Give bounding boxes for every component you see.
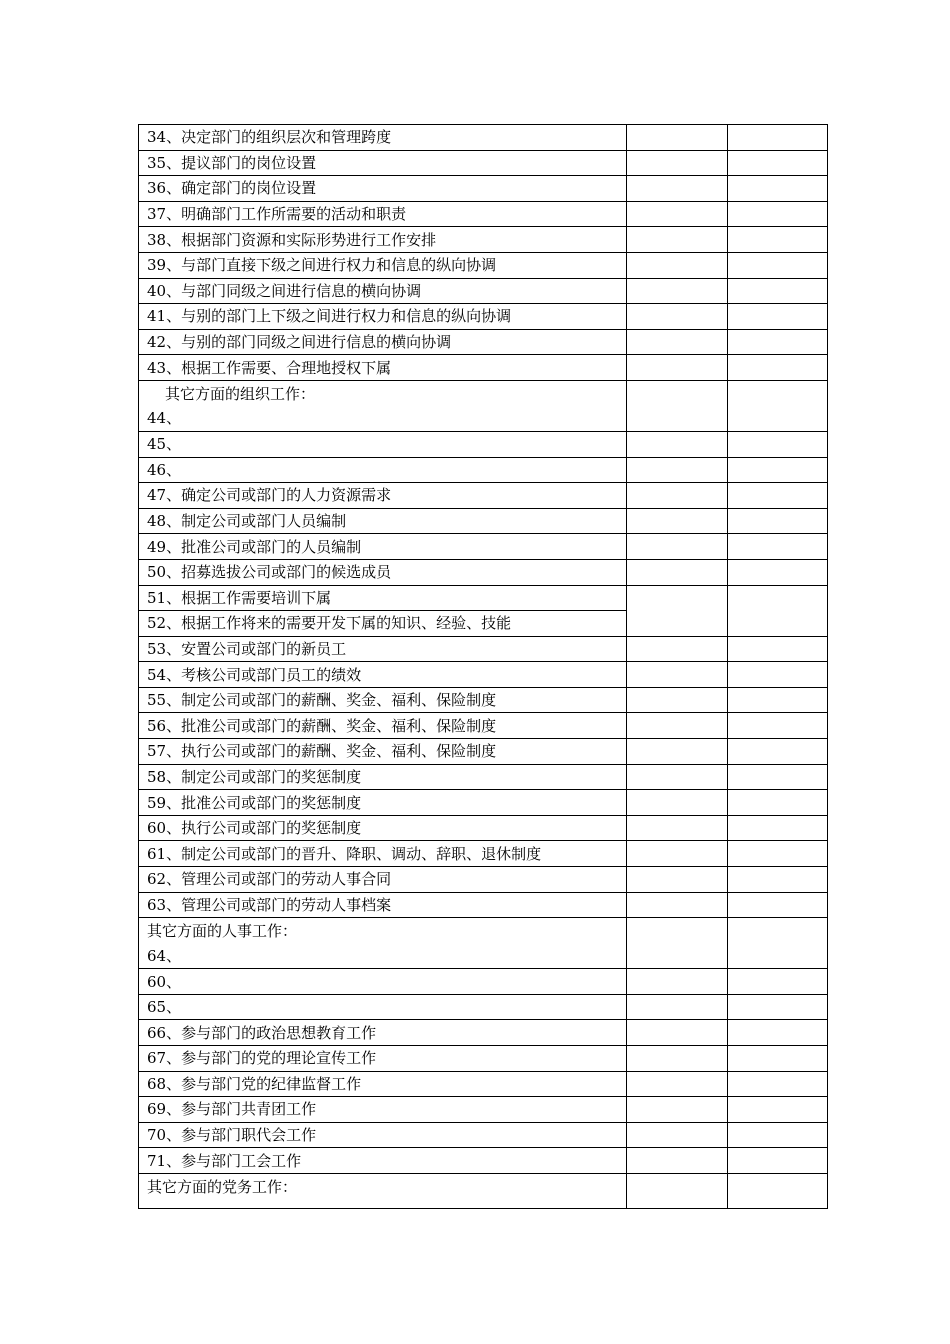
check-cell-b bbox=[728, 355, 828, 381]
table-row bbox=[139, 636, 828, 662]
check-cell-b bbox=[728, 1173, 828, 1208]
check-cell-a bbox=[627, 764, 728, 790]
task-item: 62、管理公司或部门的劳动人事合同 bbox=[139, 867, 627, 893]
check-cell-b bbox=[728, 1148, 828, 1174]
check-cell-b bbox=[728, 201, 828, 227]
check-cell-a bbox=[627, 329, 728, 355]
task-item: 60、执行公司或部门的奖惩制度 bbox=[139, 815, 627, 841]
other-tasks-heading: 其它方面的党务工作： bbox=[147, 1177, 298, 1196]
task-item: 45、 bbox=[139, 431, 627, 457]
task-item: 35、提议部门的岗位设置 bbox=[139, 150, 627, 176]
check-cell-b bbox=[728, 841, 828, 867]
check-cell-b bbox=[728, 176, 828, 202]
check-cell-b bbox=[728, 1020, 828, 1046]
task-item: 59、批准公司或部门的奖惩制度 bbox=[139, 790, 627, 816]
check-cell-b bbox=[728, 636, 828, 662]
table-row bbox=[139, 687, 828, 713]
check-cell-a bbox=[627, 585, 728, 636]
table-row bbox=[139, 867, 828, 893]
table-row bbox=[139, 304, 828, 330]
check-cell-b bbox=[728, 764, 828, 790]
table-row bbox=[139, 662, 828, 688]
table-row bbox=[139, 483, 828, 509]
task-item: 40、与部门同级之间进行信息的横向协调 bbox=[139, 278, 627, 304]
task-item: 56、批准公司或部门的薪酬、奖金、福利、保险制度 bbox=[139, 713, 627, 739]
task-item: 49、批准公司或部门的人员编制 bbox=[139, 534, 627, 560]
task-item: 58、制定公司或部门的奖惩制度 bbox=[139, 764, 627, 790]
table-row bbox=[139, 815, 828, 841]
table-row bbox=[139, 739, 828, 765]
check-cell-b bbox=[728, 483, 828, 509]
other-tasks-cell bbox=[139, 918, 627, 969]
task-item: 39、与部门直接下级之间进行权力和信息的纵向协调 bbox=[139, 252, 627, 278]
task-item: 50、招募选拔公司或部门的候选成员 bbox=[139, 559, 627, 585]
task-item: 68、参与部门党的纪律监督工作 bbox=[139, 1071, 627, 1097]
task-item: 54、考核公司或部门员工的绩效 bbox=[139, 662, 627, 688]
check-cell-a bbox=[627, 431, 728, 457]
task-item: 44、 bbox=[147, 409, 182, 428]
task-item: 48、制定公司或部门人员编制 bbox=[139, 508, 627, 534]
table-row bbox=[139, 969, 828, 995]
duty-checklist-table bbox=[138, 124, 828, 1209]
check-cell-b bbox=[728, 585, 828, 636]
table-row bbox=[139, 559, 828, 585]
check-cell-b bbox=[728, 150, 828, 176]
task-item: 57、执行公司或部门的薪酬、奖金、福利、保险制度 bbox=[139, 739, 627, 765]
check-cell-a bbox=[627, 125, 728, 151]
check-cell-a bbox=[627, 304, 728, 330]
check-cell-b bbox=[728, 739, 828, 765]
check-cell-b bbox=[728, 125, 828, 151]
check-cell-a bbox=[627, 739, 728, 765]
check-cell-b bbox=[728, 1071, 828, 1097]
check-cell-a bbox=[627, 252, 728, 278]
table-row bbox=[139, 918, 828, 969]
check-cell-b bbox=[728, 1046, 828, 1072]
table-row bbox=[139, 355, 828, 381]
check-cell-b bbox=[728, 457, 828, 483]
check-cell-a bbox=[627, 867, 728, 893]
task-item: 36、确定部门的岗位设置 bbox=[139, 176, 627, 202]
task-item: 34、决定部门的组织层次和管理跨度 bbox=[139, 125, 627, 151]
check-cell-a bbox=[627, 790, 728, 816]
check-cell-a bbox=[627, 559, 728, 585]
table-row bbox=[139, 380, 828, 431]
table-body bbox=[139, 125, 828, 1209]
check-cell-b bbox=[728, 227, 828, 253]
check-cell-a bbox=[627, 1122, 728, 1148]
check-cell-b bbox=[728, 329, 828, 355]
check-cell-b bbox=[728, 687, 828, 713]
table-row bbox=[139, 176, 828, 202]
task-item: 71、参与部门工会工作 bbox=[139, 1148, 627, 1174]
check-cell-b bbox=[728, 969, 828, 995]
other-tasks-cell bbox=[139, 380, 627, 431]
check-cell-a bbox=[627, 1173, 728, 1208]
check-cell-b bbox=[728, 380, 828, 431]
task-item: 38、根据部门资源和实际形势进行工作安排 bbox=[139, 227, 627, 253]
task-item: 37、明确部门工作所需要的活动和职责 bbox=[139, 201, 627, 227]
check-cell-a bbox=[627, 483, 728, 509]
task-item: 66、参与部门的政治思想教育工作 bbox=[139, 1020, 627, 1046]
task-item: 41、与别的部门上下级之间进行权力和信息的纵向协调 bbox=[139, 304, 627, 330]
table-row bbox=[139, 457, 828, 483]
table-row bbox=[139, 1122, 828, 1148]
check-cell-a bbox=[627, 508, 728, 534]
task-item: 70、参与部门职代会工作 bbox=[139, 1122, 627, 1148]
check-cell-b bbox=[728, 918, 828, 969]
task-item: 51、根据工作需要培训下属 bbox=[139, 585, 627, 611]
other-tasks-cell bbox=[139, 1173, 627, 1208]
check-cell-b bbox=[728, 304, 828, 330]
task-item: 60、 bbox=[139, 969, 627, 995]
check-cell-a bbox=[627, 662, 728, 688]
check-cell-a bbox=[627, 1020, 728, 1046]
check-cell-a bbox=[627, 227, 728, 253]
table-row bbox=[139, 227, 828, 253]
table-row bbox=[139, 994, 828, 1020]
check-cell-b bbox=[728, 892, 828, 918]
check-cell-a bbox=[627, 380, 728, 431]
check-cell-a bbox=[627, 841, 728, 867]
check-cell-b bbox=[728, 278, 828, 304]
check-cell-b bbox=[728, 790, 828, 816]
check-cell-b bbox=[728, 815, 828, 841]
check-cell-b bbox=[728, 1122, 828, 1148]
check-cell-a bbox=[627, 534, 728, 560]
check-cell-b bbox=[728, 508, 828, 534]
table-row bbox=[139, 585, 828, 611]
check-cell-b bbox=[728, 1097, 828, 1123]
check-cell-a bbox=[627, 636, 728, 662]
check-cell-a bbox=[627, 457, 728, 483]
table-row bbox=[139, 1097, 828, 1123]
table-row bbox=[139, 764, 828, 790]
check-cell-a bbox=[627, 150, 728, 176]
check-cell-a bbox=[627, 918, 728, 969]
table-row bbox=[139, 841, 828, 867]
check-cell-a bbox=[627, 687, 728, 713]
check-cell-a bbox=[627, 713, 728, 739]
table-row bbox=[139, 790, 828, 816]
check-cell-b bbox=[728, 867, 828, 893]
check-cell-b bbox=[728, 252, 828, 278]
table-row bbox=[139, 1071, 828, 1097]
table-row bbox=[139, 508, 828, 534]
table-row bbox=[139, 1173, 828, 1208]
other-tasks-heading: 其它方面的组织工作： bbox=[165, 384, 316, 403]
check-cell-b bbox=[728, 713, 828, 739]
table-row bbox=[139, 150, 828, 176]
task-item: 63、管理公司或部门的劳动人事档案 bbox=[139, 892, 627, 918]
check-cell-a bbox=[627, 892, 728, 918]
check-cell-a bbox=[627, 994, 728, 1020]
check-cell-a bbox=[627, 969, 728, 995]
table-row bbox=[139, 1020, 828, 1046]
table-row bbox=[139, 1046, 828, 1072]
check-cell-a bbox=[627, 278, 728, 304]
check-cell-a bbox=[627, 1148, 728, 1174]
check-cell-a bbox=[627, 355, 728, 381]
check-cell-a bbox=[627, 1046, 728, 1072]
task-item: 65、 bbox=[139, 994, 627, 1020]
task-item: 46、 bbox=[139, 457, 627, 483]
task-item: 42、与别的部门同级之间进行信息的横向协调 bbox=[139, 329, 627, 355]
task-item: 61、制定公司或部门的晋升、降职、调动、辞职、退休制度 bbox=[139, 841, 627, 867]
check-cell-a bbox=[627, 201, 728, 227]
table-row bbox=[139, 125, 828, 151]
task-item: 52、根据工作将来的需要开发下属的知识、经验、技能 bbox=[139, 611, 627, 637]
task-item: 43、根据工作需要、合理地授权下属 bbox=[139, 355, 627, 381]
table-row bbox=[139, 329, 828, 355]
check-cell-a bbox=[627, 815, 728, 841]
task-item: 64、 bbox=[147, 946, 182, 965]
other-tasks-heading: 其它方面的人事工作： bbox=[147, 922, 298, 941]
table-row bbox=[139, 1148, 828, 1174]
table-row bbox=[139, 534, 828, 560]
table-row bbox=[139, 431, 828, 457]
check-cell-a bbox=[627, 1071, 728, 1097]
check-cell-b bbox=[728, 662, 828, 688]
check-cell-b bbox=[728, 994, 828, 1020]
check-cell-b bbox=[728, 534, 828, 560]
table-row bbox=[139, 201, 828, 227]
task-item: 47、确定公司或部门的人力资源需求 bbox=[139, 483, 627, 509]
check-cell-a bbox=[627, 176, 728, 202]
task-item: 69、参与部门共青团工作 bbox=[139, 1097, 627, 1123]
table-row bbox=[139, 278, 828, 304]
table-row bbox=[139, 252, 828, 278]
check-cell-b bbox=[728, 559, 828, 585]
task-item: 53、安置公司或部门的新员工 bbox=[139, 636, 627, 662]
table-row bbox=[139, 713, 828, 739]
task-item: 67、参与部门的党的理论宣传工作 bbox=[139, 1046, 627, 1072]
task-item: 55、制定公司或部门的薪酬、奖金、福利、保险制度 bbox=[139, 687, 627, 713]
check-cell-b bbox=[728, 431, 828, 457]
check-cell-a bbox=[627, 1097, 728, 1123]
table-row bbox=[139, 892, 828, 918]
